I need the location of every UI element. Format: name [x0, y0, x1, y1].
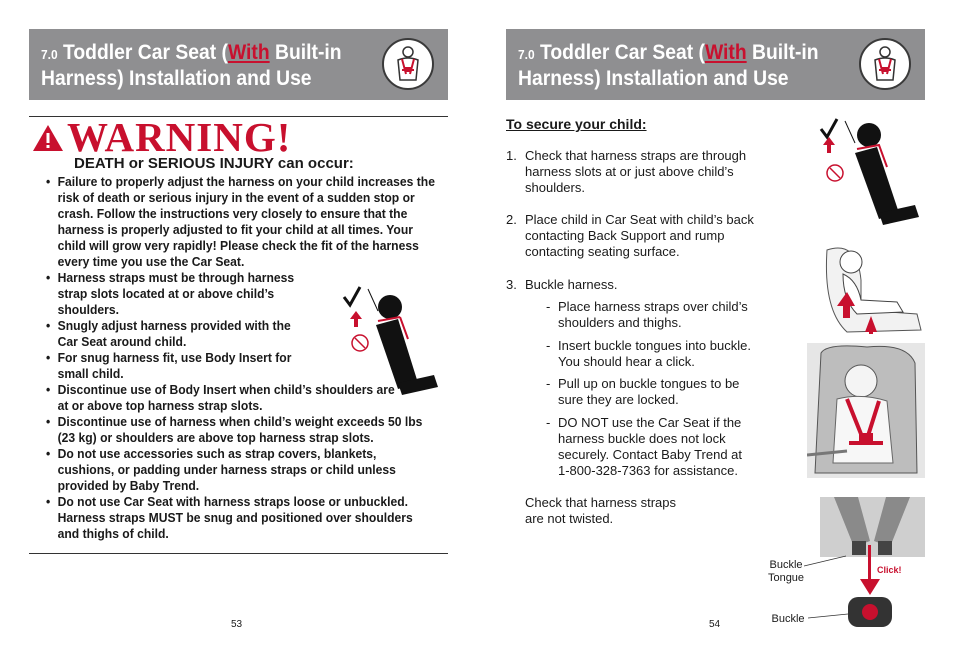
- substep: [546, 376, 756, 408]
- strap-position-illustration: [338, 283, 446, 403]
- step-1: [506, 148, 766, 196]
- check-twisted-text: Check that harness straps are not twisted.: [525, 495, 677, 526]
- list-item: • Harness straps must be through harness strap slots located at or above child’s shoulders.: [46, 270, 303, 318]
- title-line2: Harness) Installation and Use: [41, 67, 312, 90]
- list-item: • Snugly adjust harness provided with the Car Seat around child.: [46, 318, 303, 350]
- step-number: 1.: [506, 148, 517, 163]
- child-seated-illustration: [817, 240, 925, 335]
- substep-text: Place harness straps over child’s shoulders and thighs.: [558, 299, 748, 330]
- substep-text: DO NOT use the Car Seat if the harness buckle does not lock securely. Contact Baby Trend at 1-800-328-7363 for assistance.: [558, 415, 743, 478]
- child-harness-icon: [859, 38, 911, 90]
- section-title: [518, 41, 831, 91]
- secure-child-heading: To secure your child:: [506, 116, 647, 132]
- page-number-right: 54: [709, 619, 721, 630]
- dash: -: [546, 415, 551, 430]
- buckle-tongue-label: Buckle Tongue: [767, 559, 805, 584]
- buckle-leader-line: [806, 610, 850, 622]
- step-text: Check that harness straps are through harness slots at or just above child’s shoulders.: [525, 148, 747, 195]
- warning-bottom-rule: [29, 553, 448, 554]
- list-item: • Do not use Car Seat with harness straps loose or unbuckled. Harness straps MUST be snug and positioned over shoulders and thighs of child.: [46, 494, 436, 542]
- section-number: 7.0: [518, 47, 535, 62]
- list-item: • For snug harness fit, use Body Insert for small child.: [46, 350, 303, 382]
- section-header-left: [29, 29, 448, 100]
- title-part2: Built-in: [746, 41, 819, 64]
- substep: [546, 415, 756, 479]
- page-number-left: 53: [231, 619, 243, 630]
- dash: -: [546, 376, 551, 391]
- child-harness-icon: [382, 38, 434, 90]
- list-item: • Discontinue use of harness when child’s weight exceeds 50 lbs (23 kg) or shoulders are above top harness strap slots.: [46, 414, 436, 446]
- buckle-label: Buckle: [771, 613, 805, 625]
- warning-triangle-icon: [32, 124, 64, 152]
- title-part2: Built-in: [269, 41, 342, 64]
- title-with: With: [704, 41, 747, 64]
- step-3: [506, 277, 766, 293]
- substep-text: Pull up on buckle tongues to be sure they are locked.: [558, 376, 740, 407]
- substep-text: Insert buckle tongues into buckle. You should hear a click.: [558, 338, 751, 369]
- strap-position-illustration: [817, 115, 925, 230]
- child-buckled-illustration: [807, 343, 925, 478]
- dash: -: [546, 299, 551, 314]
- substep: [546, 299, 756, 331]
- section-number: 7.0: [41, 47, 58, 62]
- list-item: • Failure to properly adjust the harness on your child increases the risk of death or serious injury in the event of a sudden stop or crash. Follow the instructions very closely to ensure that the harness is properly adjusted to fit your child at all times. Your child will grow very rapidly! Please check the fit of the harness every time you use the Car Seat.: [46, 174, 436, 270]
- step-2: [506, 212, 766, 260]
- list-item: • Do not use accessories such as strap covers, blankets, cushions, or padding under harness straps or child unless provided by Baby Trend.: [46, 446, 436, 494]
- substep: [546, 338, 756, 370]
- step-number: 2.: [506, 212, 517, 227]
- step-text: Place child in Car Seat with child’s back contacting Back Support and rump contacting seating surface.: [525, 212, 754, 259]
- dash: -: [546, 338, 551, 353]
- buckle-tongue-leader-line: [800, 552, 850, 572]
- title-line2: Harness) Installation and Use: [518, 67, 789, 90]
- section-title: [41, 41, 354, 91]
- title-part1: Toddler Car Seat (: [63, 41, 228, 64]
- step-text: Buckle harness.: [525, 277, 618, 292]
- list-item: • Discontinue use of Body Insert when child’s shoulders are at or above top harness strap slots.: [46, 382, 395, 414]
- step-number: 3.: [506, 277, 517, 292]
- section-header-right: [506, 29, 925, 100]
- title-part1: Toddler Car Seat (: [540, 41, 705, 64]
- warning-subtitle: DEATH or SERIOUS INJURY can occur:: [74, 155, 354, 172]
- title-with: With: [227, 41, 270, 64]
- click-label: Click!: [877, 565, 902, 575]
- warning-title: WARNING!: [67, 114, 292, 160]
